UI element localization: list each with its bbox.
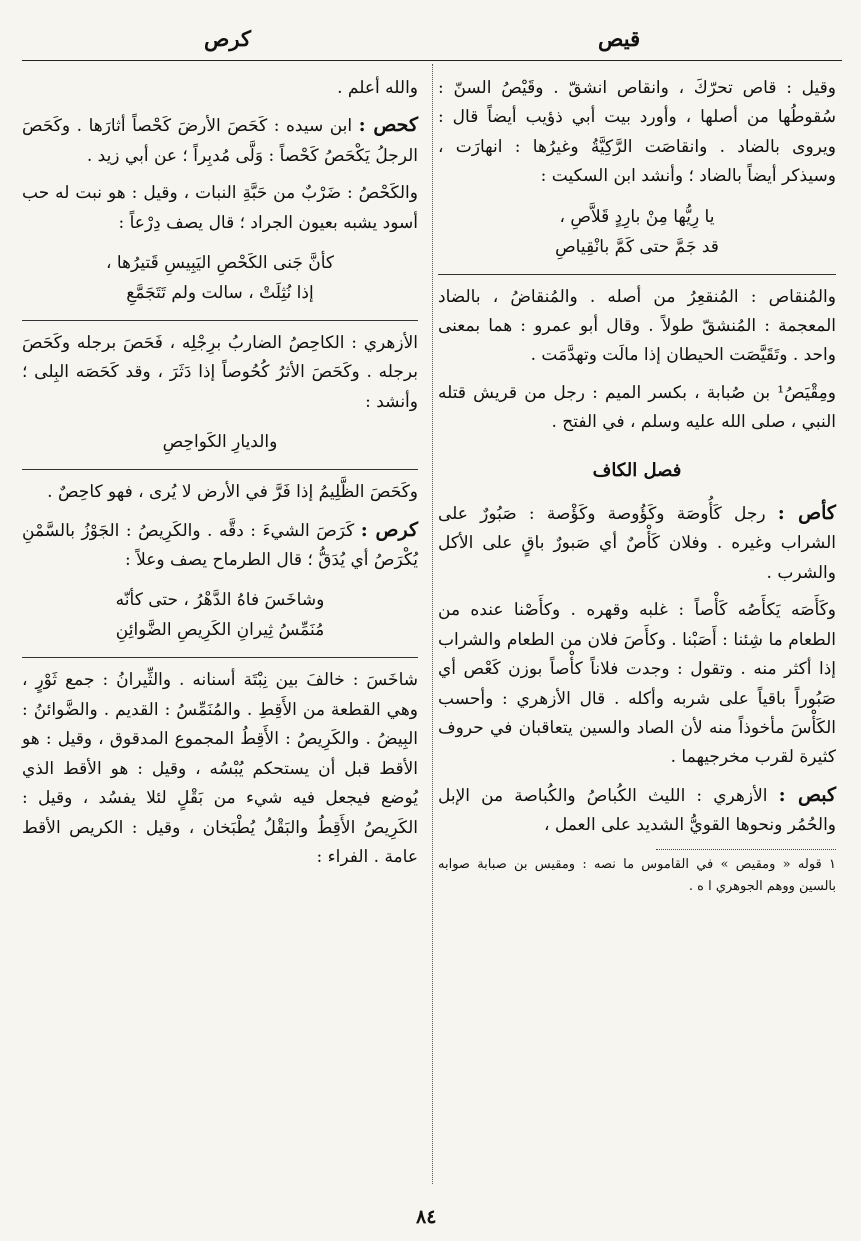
- divider: [22, 320, 418, 321]
- entry-body: الأزهري : الليث الكُباصُ والكُباصة من الإبل والحُمُر ونحوها القويُّ الشديد على العمل ،: [438, 785, 836, 836]
- entry-paragraph: ومِقْيَصُ¹ بن صُبابة ، بكسر الميم : رجل من قريش قتله النبي ، صلى الله عليه وسلم ، في الفتح .: [438, 382, 836, 433]
- verse-line: مُنَمِّسُ ثِيرانِ الكَرِيصِ الضَّوائِنِ: [115, 620, 325, 641]
- entry-paragraph: وكَحَصَ الظَّلِيمُ إذا فَرَّ في الأرض لا يُرى ، فهو كاحِصٌ .: [47, 482, 418, 503]
- divider: [438, 274, 836, 275]
- page-header: [0, 20, 861, 60]
- entry-paragraph: والمُنقاص : المُنقعِرُ من أصله . والمُنقاضُ ، بالضاد المعجمة : المُنشقّ طولاً . وقال أبو عمرو : هما بمعنى واحد . وتَقَيَّصَت الحيطان إذا مالَت وتهدَّمَت .: [438, 286, 836, 366]
- entry-paragraph: والله أعلم .: [337, 78, 418, 98]
- verse: [438, 202, 836, 262]
- verse: [22, 585, 418, 645]
- verse-line: قد جَمَّ حتى كَمَّ بانْقِياصِ: [555, 236, 719, 257]
- column-divider: [432, 64, 433, 1184]
- right-column: [438, 74, 836, 898]
- entry-kabas: [438, 781, 836, 841]
- entry-body: ابن سيده : كَحَصَ الأرضَ كَحْصاً أثارَها . وكَحَصَ الرجلُ يَكْحَصُ كَحْصاً : وَلَّى مُدبِراً ؛ عن أبي زيد .: [22, 116, 418, 166]
- running-head-left: كرص: [204, 26, 251, 51]
- header-rule: [22, 60, 842, 61]
- headword: كبص :: [778, 783, 837, 806]
- entry-body: كَرَصَ الشيءَ : دقَّه . والكَرِيصُ : الجَوْزُ بالسَّمْنِ يُكْرَصُ أي يُدَقُّ ؛ قال الطرماح يصف وعلاً :: [22, 520, 418, 571]
- headword: كأص :: [777, 502, 836, 525]
- section-title: فصل الكاف: [592, 459, 682, 481]
- entry-paragraph: الأزهري : الكاحِصُ الضاربُ برِجْلِه ، فَحَصَ برجله وكَحَصَ برجله . وكَحَصَ الأثرُ كُحُوصاً إذا دَثَرَ ، وقد كَحَصَه البِلى ؛ وأنشد :: [22, 333, 418, 412]
- headword: كحص :: [358, 114, 418, 137]
- running-head-right: قيص: [598, 26, 641, 51]
- verse-line: وشاخَسَ فاهُ الدَّهْرُ ، حتى كأنّه: [115, 590, 325, 611]
- left-column: [22, 74, 418, 880]
- entry-paragraph: والكَحْصُ : ضَرْبٌ من حَبَّةِ النبات ، وقيل : هو نبت له حب أسود يشبه بعيون الجراد ؛ قال يصف دِرْعاً :: [22, 183, 418, 233]
- footnote-rule: [656, 849, 836, 850]
- entry-body: رجل كَأُوصَة وكَؤُوصة وكَؤْصة : صَبُورٌ على الشراب وغيره . وفلان كَأْصٌ أي صَبورٌ باقٍ على الأكل والشرب .: [438, 504, 836, 583]
- divider: [22, 657, 418, 658]
- entry-kaas: [438, 499, 836, 588]
- divider: [22, 469, 418, 470]
- entry-karas: [22, 516, 418, 576]
- page-number: ٨٤: [416, 1206, 437, 1228]
- verse-line: يا رِيُّها مِنْ بارِدٍ قَلاَّصِ ،: [559, 206, 715, 227]
- verse: [22, 427, 418, 457]
- entry-kahas: [22, 111, 418, 171]
- footnote: ١ قوله « ومقيص » في القاموس ما نصه : ومقيس بن صبابة صوابه بالسين ووهم الجوهري ا ه .: [438, 856, 836, 894]
- verse-line: كأنَّ جَنى الكَحْصِ اليَبِيسِ قَتيرُها ،: [105, 253, 335, 274]
- entry-paragraph: وقيل : قاص تحرّكَ ، وانقاص انشقّ . وقَيْصُ السنّ : سُقوطُها من أصلها ، وأورد بيت أبي ذؤيب أيضاً قال : ويروى بالضاد . وانقاصَت الرَّكِيَّةُ وغيرُها : انهارَت ، وسيذكر أيضاً بالضاد ؛ وأنشد ابن السكيت :: [438, 78, 836, 187]
- verse: [22, 248, 418, 308]
- verse-line: إذا نُثِلَتْ ، سالت ولم تَتَجَمَّعِ: [126, 283, 314, 304]
- entry-paragraph: وكَأَصَه يَكأَصُه كَأْصاً : غلبه وقهره . وكأَصْنا عنده من الطعام ما شِئنا : أَصَبْنا . وكأَصَ فلان من الطعام والشراب إذا أكثر منه . وتقول : وجدت فلاناً كأْصاً بوزن كَعْص أي صَبُوراً باقياً على شربه وأكله . قال الأزهري : وأحسب الكَأْسَ مأخوذاً منه لأن الصاد والسين يتعاقبان في حروف كثيرة لقرب مخرجيهما .: [438, 600, 836, 768]
- verse-line: والديارِ الكَواحِصِ: [162, 432, 278, 453]
- entry-paragraph: شاخَسَ : خالفَ بين نِبْتَة أسنانه . والثِّيرانُ : جمع ثَوْرٍ ، وهي القطعة من الأَقِطِ . والمُنَمِّسُ : القديم . والضَّوائنُ : البِيضُ . والكَرِيصُ : الأَقِطُ المجموع المدقوق ، وقيل : هو الأقط قبل أن يستحكم يُبْسُه ، وقيل : هو الأقط الذي يُوضع فيجعل فيه شيء من بَقْلٍ لئلا يفسُد ، وقيل : الكَرِيصُ الأَقِطُ والبَقْلُ يُطْبَخان ، وقيل : الكريص الأقط عامة . الفراء :: [22, 670, 418, 867]
- headword: كرص :: [360, 518, 418, 541]
